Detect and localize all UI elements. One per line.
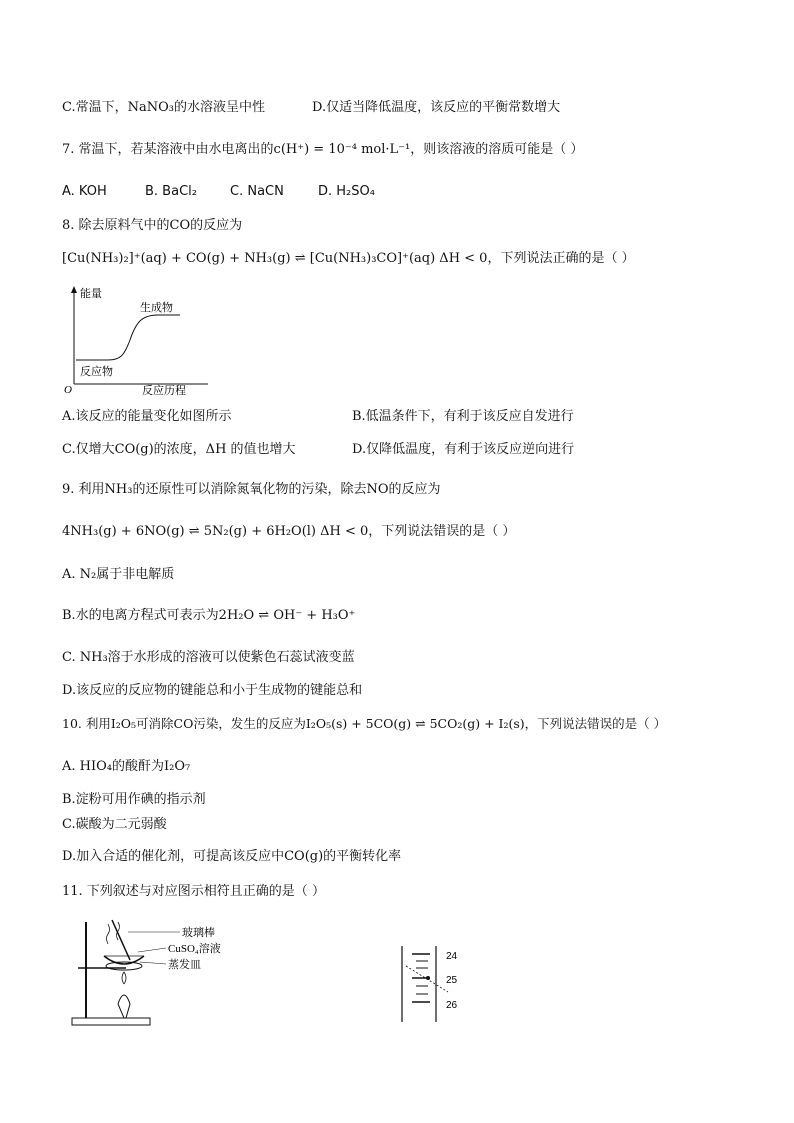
q8-stem: 8. 除去原料气中的CO的反应为 (62, 218, 243, 233)
q7-stem (62, 140, 583, 160)
tick-label-25: 25 (446, 975, 458, 986)
burette-diagram (396, 944, 476, 1024)
q9-option-c: C. NH₃溶于水形成的溶液可以使紫色石蕊试液变蓝 (62, 650, 355, 665)
y-axis-arrow-icon (71, 286, 77, 293)
leader-solution (138, 948, 166, 952)
q7-option-c: C. NaCN (230, 184, 284, 199)
q10-option-b: B.淀粉可用作碘的指示剂 (62, 792, 206, 807)
q9-equation: 4NH₃(g) + 6NO(g) ⇌ 5N₂(g) + 6H₂O(l) ΔH < 0，下列说法错误的是（ ） (62, 524, 516, 539)
energy-curve (76, 315, 180, 360)
glass-rod (112, 920, 130, 960)
q9-option-b: B.水的电离方程式可表示为2H₂O ⇌ OH⁻ + H₃O⁺ (62, 608, 356, 623)
q10-option-d: D.加入合适的催化剂，可提高该反应中CO(g)的平衡转化率 (62, 849, 402, 864)
steam-icon (107, 924, 110, 944)
q8-option-b: B.低温条件下，有利于该反应自发进行 (352, 409, 574, 424)
q8-energy-graph (62, 284, 212, 396)
q8-option-d: D.仅降低温度，有利于该反应逆向进行 (352, 442, 575, 457)
q6-option-d: D.仅适当降低温度，该反应的平衡常数增大 (312, 100, 561, 115)
flame-icon (122, 972, 126, 984)
q8-option-a: A.该反应的能量变化如图所示 (62, 409, 232, 424)
label-evaporating-dish: 蒸发皿 (168, 959, 201, 971)
q8-option-c: C.仅增大CO(g)的浓度，ΔH 的值也增大 (62, 442, 296, 457)
product-label: 生成物 (140, 302, 173, 314)
tick-label-24: 24 (446, 951, 458, 962)
q7-option-b: B. BaCl₂ (145, 184, 197, 199)
tick-label-26: 26 (446, 1000, 458, 1011)
label-cuso4-solution: CuSO₄溶液 (168, 943, 221, 955)
q8-equation: [Cu(NH₃)₂]⁺(aq) + CO(g) + NH₃(g) ⇌ [Cu(NH₃)₃CO]⁺(aq) ΔH < 0，下列说法正确的是（ ） (62, 251, 635, 266)
leader-dish (140, 962, 166, 964)
q10-option-c: C.碳酸为二元弱酸 (62, 817, 167, 832)
alcohol-lamp (118, 995, 130, 1018)
eye-point (426, 976, 430, 980)
q9-option-a: A. N₂属于非电解质 (62, 567, 175, 582)
q7-stem-expression: c(H⁺) = 10⁻⁴ mol·L⁻¹ (273, 142, 411, 157)
q7-option-a: A. KOH (62, 184, 107, 199)
y-axis-label: 能量 (80, 288, 102, 300)
q10-stem: 10. 利用I₂O₅可消除CO污染，发生的反应为I₂O₅(s) + 5CO(g) ⇌ 5CO₂(g) + I₂(s)，下列说法错误的是（ ） (62, 716, 667, 731)
x-axis-label: 反应历程 (142, 385, 186, 396)
evaporating-dish (104, 956, 144, 964)
q10-option-a: A. HIO₄的酸酐为I₂O₇ (62, 759, 191, 774)
q9-stem: 9. 利用NH₃的还原性可以消除氮氧化物的污染，除去NO的反应为 (62, 482, 441, 497)
q9-option-d: D.该反应的反应物的键能总和小于生成物的键能总和 (62, 683, 363, 698)
stand-base (72, 1018, 150, 1025)
q7-option-d: D. H₂SO₄ (318, 184, 375, 199)
label-glass-rod: 玻璃棒 (182, 927, 215, 939)
reactant-label: 反应物 (80, 366, 113, 378)
q11-stem: 11. 下列叙述与对应图示相符且正确的是（ ） (62, 884, 325, 899)
origin-label: O (64, 384, 72, 396)
q6-option-c: C.常温下，NaNO₃的水溶液呈中性 (62, 100, 265, 115)
evaporation-apparatus (68, 912, 248, 1030)
q7-stem-prefix: 7. 常温下，若某溶液中由水电离出的 (62, 142, 274, 157)
q7-stem-suffix: ，则该溶液的溶质可能是（ ） (410, 142, 584, 157)
iron-ring (106, 962, 142, 970)
